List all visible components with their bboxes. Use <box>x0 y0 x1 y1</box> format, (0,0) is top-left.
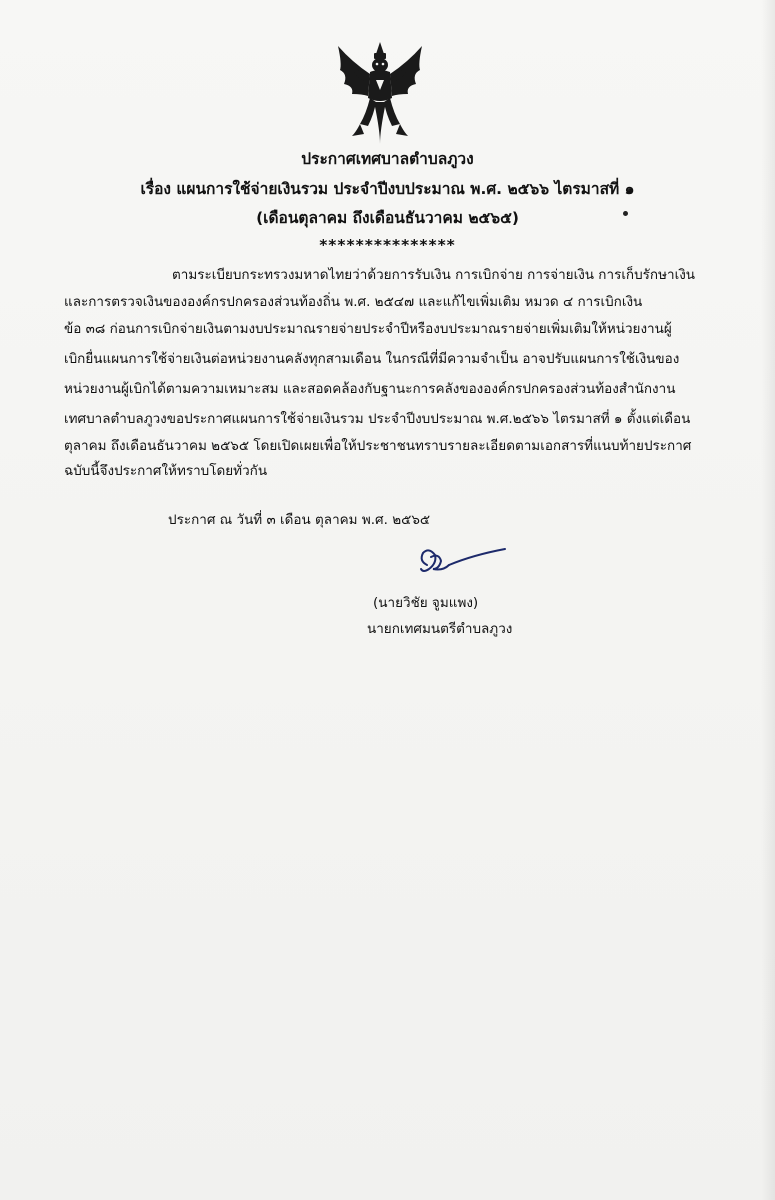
body-line-1: ตามระเบียบกระทรวงมหาดไทยว่าด้วยการรับเงิน การเบิกจ่าย การจ่ายเงิน การเก็บรักษาเงิน <box>172 267 696 283</box>
stray-dot-mark <box>623 211 628 216</box>
body-line-6: เทศบาลตำบลภูวงขอประกาศแผนการใช้จ่ายเงินรวม ประจำปีงบประมาณ พ.ศ.๒๕๖๖ ไตรมาสที่ ๑ ตั้งแต่เดือน <box>64 411 691 427</box>
announcement-period: (เดือนตุลาคม ถึงเดือนธันวาคม ๒๕๖๕) <box>256 209 519 227</box>
garuda-emblem-icon <box>330 40 430 145</box>
announcement-date: ประกาศ ณ วันที่ ๓ เดือน ตุลาคม พ.ศ. ๒๕๖๕ <box>168 512 431 528</box>
header-separator: *************** <box>319 236 456 254</box>
body-line-5: หน่วยงานผู้เบิกได้ตามความเหมาะสม และสอดคล้องกับฐานะการคลังขององค์กรปกครองส่วนท้องสำนักงาน <box>64 381 676 397</box>
handwritten-signature <box>413 543 508 583</box>
announcement-title: ประกาศเทศบาลตำบลภูวง <box>301 150 474 168</box>
body-line-8: ฉบับนี้จึงประกาศให้ทราบโดยทั่วกัน <box>64 463 268 479</box>
signer-name: (นายวิชัย จูมแพง) <box>373 595 479 611</box>
body-line-3: ข้อ ๓๘ ก่อนการเบิกจ่ายเงินตามงบประมาณรายจ่ายประจำปีหรืองบประมาณรายจ่ายเพิ่มเติมให้หน่วยงานผู้ <box>64 321 672 337</box>
body-line-2: และการตรวจเงินขององค์กรปกครองส่วนท้องถิ่น พ.ศ. ๒๕๔๗ และแก้ไขเพิ่มเติม หมวด ๔ การเบิกเงิน <box>64 294 643 310</box>
body-line-4: เบิกยื่นแผนการใช้จ่ายเงินต่อหน่วยงานคลังทุกสามเดือน ในกรณีที่มีความจำเป็น อาจปรับแผนการใช้เงินของ <box>64 351 680 367</box>
body-line-7: ตุลาคม ถึงเดือนธันวาคม ๒๕๖๕ โดยเปิดเผยเพื่อให้ประชาชนทราบรายละเอียดตามเอกสารที่แนบท้ายประกาศ <box>64 438 692 454</box>
signer-position: นายกเทศมนตรีตำบลภูวง <box>367 621 513 637</box>
announcement-subject: เรื่อง แผนการใช้จ่ายเงินรวม ประจำปีงบประมาณ พ.ศ. ๒๕๖๖ ไตรมาสที่ ๑ <box>140 180 635 198</box>
